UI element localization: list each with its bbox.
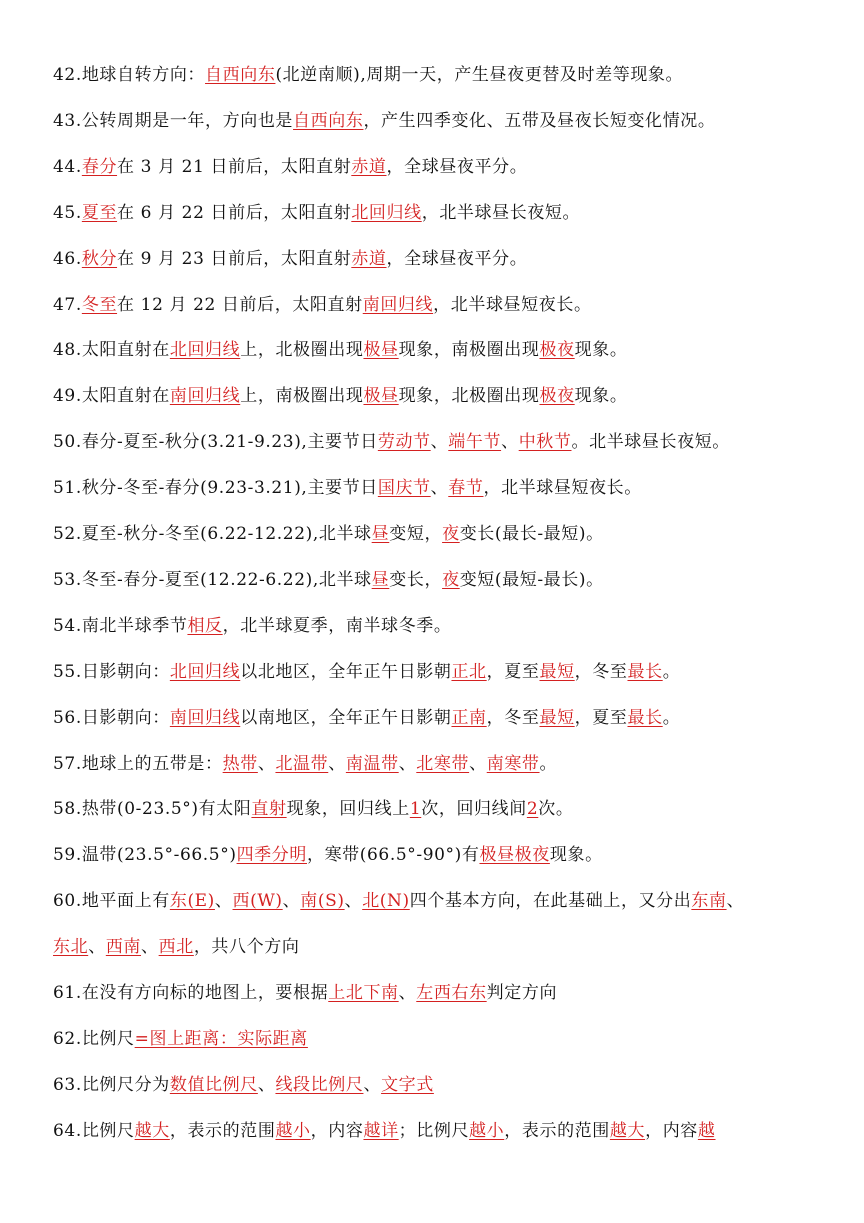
- line-60b: [53, 936, 299, 958]
- answer-text: 赤道: [351, 248, 387, 269]
- line-51: [53, 477, 642, 499]
- answer-text: 极昼: [363, 340, 399, 361]
- body-text: 49.太阳直射在: [53, 386, 170, 407]
- body-text: 次。: [538, 799, 574, 820]
- answer-text: 最长: [627, 661, 663, 682]
- body-text: 上，南极圈出现: [240, 386, 364, 407]
- body-text: 56.日影朝向：: [53, 707, 170, 728]
- body-text: 43.公转周期是一年，方向也是: [53, 110, 294, 131]
- line-61: [53, 982, 557, 1004]
- body-text: 、: [430, 478, 449, 499]
- body-text: 54.南北半球季节: [53, 615, 188, 636]
- line-57: [53, 753, 557, 775]
- body-text: 、: [363, 1074, 382, 1095]
- body-text: 、: [344, 891, 363, 912]
- answer-text: 东(E): [169, 891, 215, 912]
- answer-text: 国庆节: [377, 478, 431, 499]
- body-text: 63.比例尺分为: [53, 1074, 170, 1095]
- body-text: ，冬至: [486, 707, 540, 728]
- body-text: 变长，: [389, 569, 443, 590]
- answer-text: 最长: [627, 707, 663, 728]
- body-text: 、: [726, 891, 745, 912]
- body-text: 52.夏至-秋分-冬至(6.22-12.22),北半球: [53, 524, 372, 544]
- body-text: 。: [539, 753, 558, 774]
- line-43: [53, 110, 715, 132]
- body-text: 上，北极圈出现: [240, 340, 364, 361]
- answer-text: 中秋节: [518, 432, 572, 453]
- body-text: ；比例尺: [398, 1120, 470, 1141]
- line-59: [53, 844, 603, 866]
- line-49: [53, 385, 627, 407]
- body-text: ，寒带(66.5°-90°)有: [306, 845, 480, 866]
- answer-text: 昼: [371, 569, 390, 590]
- body-text: ，北半球昼长夜短。: [421, 202, 581, 223]
- answer-text: 文字式: [381, 1074, 434, 1095]
- body-text: 60.地平面上有: [53, 891, 170, 912]
- answer-text: 北回归线: [169, 661, 241, 682]
- body-text: 。北半球昼长夜短。: [571, 432, 730, 453]
- body-text: 55.日影朝向：: [53, 661, 170, 682]
- answer-text: 北温带: [275, 753, 329, 774]
- answer-text: 秋分: [81, 248, 118, 269]
- body-text: 、: [282, 891, 301, 912]
- answer-text: 夏至: [81, 202, 118, 223]
- body-text: (北逆南顺),周期一天，产生昼夜更替及时差等现象。: [275, 65, 684, 85]
- answer-text: 劳动节: [377, 432, 431, 453]
- body-text: 在 3 月 21 日前后，太阳直射: [117, 156, 352, 177]
- body-text: 变长(最长-最短)。: [459, 524, 604, 544]
- answer-text: 最短: [539, 661, 575, 682]
- body-text: 58.热带(0-23.5°)有太阳: [53, 799, 252, 820]
- body-text: ，北半球昼短夜长。: [483, 478, 642, 499]
- body-text: ，产生四季变化、五带及昼夜长短变化情况。: [363, 110, 716, 131]
- body-text: 在 9 月 23 日前后，太阳直射: [117, 248, 352, 269]
- line-58: [53, 798, 573, 820]
- line-60a: [53, 890, 744, 912]
- body-text: 、: [469, 753, 487, 774]
- body-text: ，全球昼夜平分。: [386, 248, 528, 269]
- body-text: 、: [141, 937, 159, 958]
- answer-text: 越: [697, 1120, 716, 1141]
- body-text: 57.地球上的五带是：: [53, 753, 223, 774]
- answer-text: 东南: [691, 891, 727, 912]
- body-text: 、: [257, 1074, 276, 1095]
- body-text: 、: [88, 937, 106, 958]
- answer-text: 南寒带: [486, 753, 540, 774]
- answer-text: 冬至: [81, 294, 118, 315]
- body-text: 在 12 月 22 日前后，太阳直射: [117, 294, 363, 315]
- answer-text: 热带: [222, 753, 258, 774]
- body-text: 变短(最短-最长)。: [459, 569, 604, 590]
- line-64: [53, 1120, 716, 1142]
- answer-text: 越大: [609, 1120, 646, 1141]
- answer-text: 南回归线: [169, 386, 241, 407]
- answer-text: 左西右东: [416, 983, 487, 1003]
- answer-text: 极昼极夜: [479, 845, 550, 866]
- line-50: [53, 431, 730, 453]
- answer-text: 相反: [187, 615, 223, 636]
- body-text: ，共八个方向: [193, 937, 300, 958]
- body-text: 46.: [53, 248, 82, 269]
- body-text: 现象。: [574, 386, 628, 407]
- body-text: 现象，南极圈出现: [398, 340, 540, 361]
- body-text: 四个基本方向，在此基础上，又分出: [409, 891, 692, 912]
- body-text: ，夏至: [574, 707, 628, 728]
- line-56: [53, 707, 680, 729]
- answer-text: 南(S): [300, 891, 345, 912]
- answer-text: 春节: [448, 478, 484, 499]
- line-48: [53, 339, 627, 361]
- body-text: 现象。: [574, 340, 628, 361]
- body-text: 在 6 月 22 日前后，太阳直射: [117, 202, 352, 223]
- body-text: 59.温带(23.5°-66.5°): [53, 845, 237, 866]
- body-text: 44.: [53, 156, 82, 177]
- body-text: 48.太阳直射在: [53, 340, 170, 361]
- answer-text: 2: [526, 799, 539, 820]
- body-text: ，北半球昼短夜长。: [433, 294, 592, 315]
- answer-text: 南回归线: [362, 294, 434, 315]
- body-text: 变短，: [389, 524, 443, 544]
- body-text: 64.比例尺: [53, 1120, 135, 1141]
- answer-text: 四季分明: [236, 845, 307, 866]
- line-63: [53, 1074, 434, 1096]
- body-text: 47.: [53, 294, 82, 315]
- body-text: 45.: [53, 202, 82, 223]
- body-text: 51.秋分-冬至-春分(9.23-3.21),主要节日: [53, 478, 378, 499]
- body-text: ，夏至: [486, 661, 540, 682]
- body-text: 、: [398, 983, 417, 1003]
- answer-text: 北回归线: [351, 202, 422, 223]
- answer-text: 极夜: [539, 340, 575, 361]
- body-text: 、: [257, 753, 276, 774]
- body-text: ，表示的范围: [504, 1120, 610, 1141]
- answer-text: 东北: [53, 937, 89, 958]
- line-53: [53, 569, 604, 591]
- body-text: 、: [398, 753, 417, 774]
- body-text: 53.冬至-春分-夏至(12.22-6.22),北半球: [53, 569, 372, 590]
- answer-text: 正北: [451, 661, 487, 682]
- answer-text: 自西向东: [205, 65, 276, 85]
- answer-text: 最短: [539, 707, 575, 728]
- answer-text: 极夜: [539, 386, 575, 407]
- answer-text: 夜: [442, 569, 460, 590]
- line-47: [53, 294, 592, 316]
- answer-text: =图上距离：实际距离: [134, 1028, 308, 1049]
- body-text: 。: [662, 707, 681, 728]
- body-text: 61.在没有方向标的地图上，要根据: [53, 983, 329, 1003]
- answer-text: 西北: [158, 937, 194, 958]
- answer-text: 直射: [251, 799, 287, 820]
- body-text: 以北地区，全年正午日影朝: [240, 661, 452, 682]
- body-text: 、: [214, 891, 233, 912]
- answer-text: 西南: [105, 937, 142, 958]
- answer-text: 越小: [469, 1120, 505, 1141]
- answer-text: 线段比例尺: [275, 1074, 364, 1095]
- answer-text: 端午节: [448, 432, 502, 453]
- body-text: 62.比例尺: [53, 1028, 135, 1049]
- answer-text: 南温带: [345, 753, 399, 774]
- answer-text: 赤道: [351, 156, 387, 177]
- line-45: [53, 202, 580, 224]
- body-text: ，冬至: [574, 661, 628, 682]
- answer-text: 越小: [275, 1120, 311, 1141]
- body-text: 、: [430, 432, 449, 453]
- answer-text: 1: [409, 799, 422, 820]
- answer-text: 夜: [442, 524, 460, 544]
- answer-text: 春分: [81, 156, 118, 177]
- answer-text: 北寒带: [416, 753, 470, 774]
- answer-text: 西(W): [232, 891, 283, 912]
- answer-text: 上北下南: [328, 983, 399, 1003]
- body-text: ，表示的范围: [169, 1120, 276, 1141]
- line-42: [53, 64, 683, 86]
- answer-text: 南回归线: [169, 707, 241, 728]
- body-text: 现象，北极圈出现: [398, 386, 540, 407]
- body-text: ，全球昼夜平分。: [386, 156, 528, 177]
- body-text: 现象，回归线上: [286, 799, 410, 820]
- answer-text: 越详: [363, 1120, 399, 1141]
- body-text: ，北半球夏季，南半球冬季。: [222, 615, 452, 636]
- answer-text: 正南: [451, 707, 487, 728]
- line-44: [53, 156, 527, 178]
- answer-text: 数值比例尺: [169, 1074, 258, 1095]
- body-text: 。: [662, 661, 681, 682]
- line-54: [53, 615, 451, 637]
- body-text: 50.春分-夏至-秋分(3.21-9.23),主要节日: [53, 432, 378, 453]
- body-text: 、: [501, 432, 519, 453]
- body-text: 以南地区，全年正午日影朝: [240, 707, 452, 728]
- answer-text: 越大: [134, 1120, 170, 1141]
- body-text: 次，回归线间: [421, 799, 527, 820]
- line-46: [53, 248, 527, 270]
- answer-text: 极昼: [363, 386, 399, 407]
- body-text: ，内容: [310, 1120, 364, 1141]
- line-55: [53, 661, 680, 683]
- body-text: 判定方向: [486, 983, 558, 1003]
- answer-text: 自西向东: [293, 110, 364, 131]
- answer-text: 北回归线: [169, 340, 241, 361]
- line-52: [53, 523, 604, 545]
- body-text: 、: [328, 753, 346, 774]
- body-text: 现象。: [549, 845, 603, 866]
- answer-text: 北(N): [362, 891, 410, 912]
- line-62: [53, 1028, 308, 1050]
- body-text: ，内容: [645, 1120, 698, 1141]
- body-text: 42.地球自转方向：: [53, 65, 206, 85]
- answer-text: 昼: [371, 524, 390, 544]
